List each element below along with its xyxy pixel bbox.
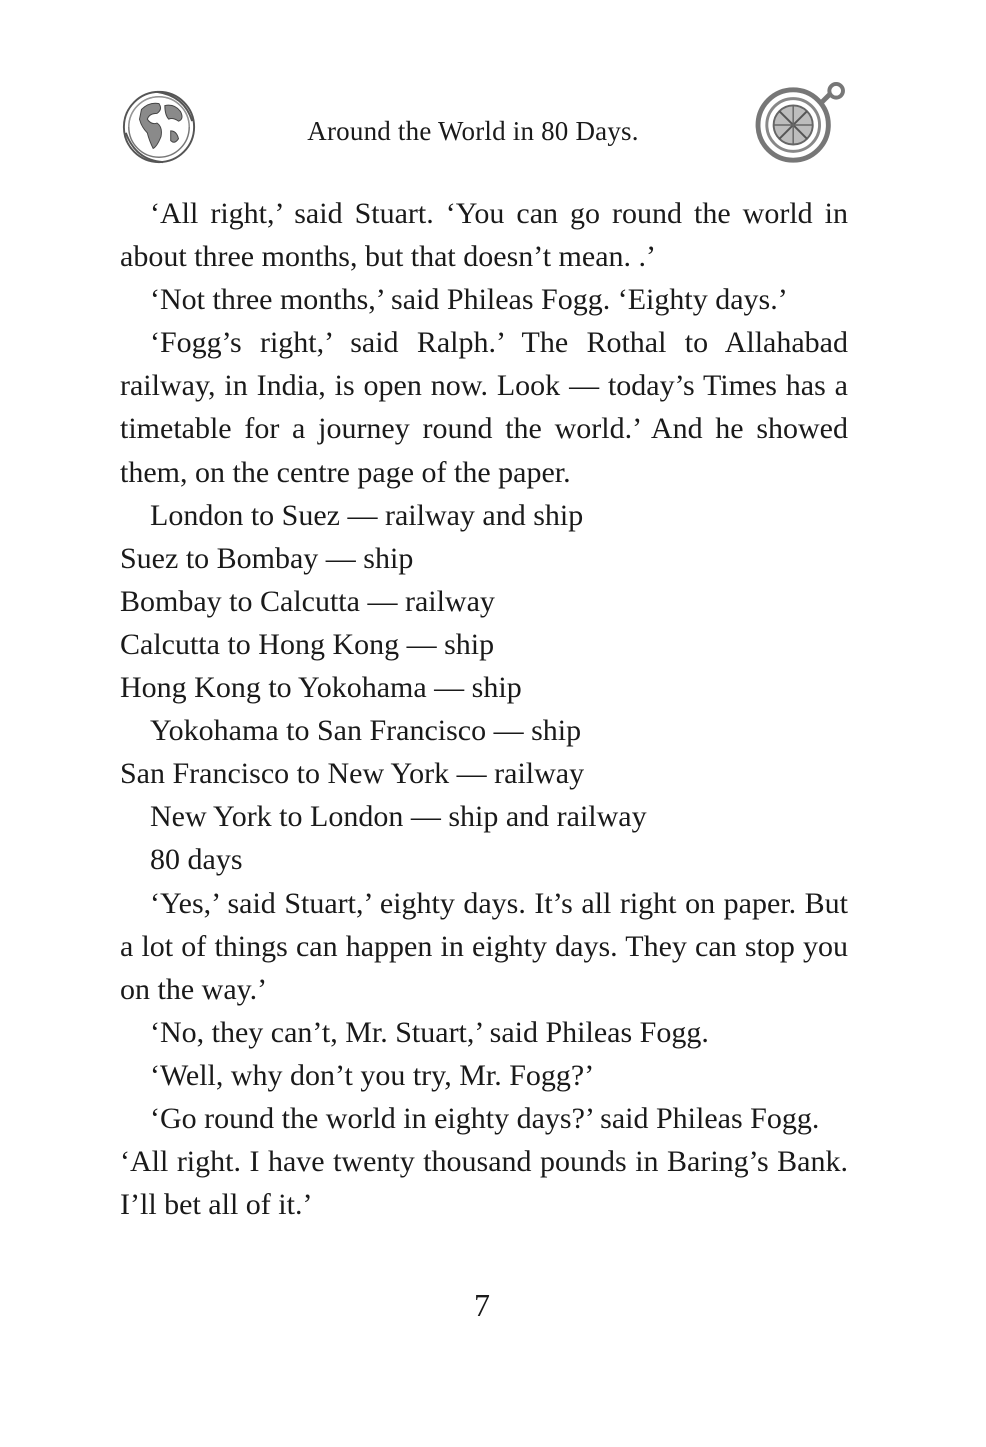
timetable-line: Hong Kong to Yokohama — ship — [120, 671, 522, 705]
timetable-line: Bombay to Calcutta — railway — [120, 584, 495, 618]
paragraph: ‘All right,’ said Stuart. ‘You can go round the world in about three months, but that doesn’t mean. .’ — [120, 197, 848, 274]
page-number: 7 — [474, 1287, 490, 1323]
timetable-line: New York to London — ship and railway — [150, 800, 647, 834]
paragraph: ‘Fogg’s right,’ said Ralph.’ The Rothal to Allahabad railway, in India, is open now. Look — today’s Times has a timetable for a journey round the world.’ And he showed them, on the centre page of the paper. — [120, 326, 848, 489]
timetable-line: Suez to Bombay — ship — [120, 541, 414, 575]
timetable-total: 80 days — [150, 843, 243, 877]
paragraph: ‘Not three months,’ said Phileas Fogg. ‘Eighty days.’ — [150, 283, 788, 317]
page-header — [0, 0, 986, 190]
page-body — [120, 192, 848, 1226]
timetable-line: Yokohama to San Francisco — ship — [150, 714, 582, 748]
timetable — [120, 494, 848, 882]
timetable-line: San Francisco to New York — railway — [120, 757, 585, 791]
paragraph: ‘All right. I have twenty thousand pounds in Baring’s Bank. I’ll bet all of it.’ — [120, 1145, 848, 1222]
compass-icon — [752, 82, 850, 166]
timetable-line: Calcutta to Hong Kong — ship — [120, 627, 495, 661]
paragraph: ‘No, they can’t, Mr. Stuart,’ said Phileas Fogg. — [150, 1015, 709, 1049]
timetable-line: London to Suez — railway and ship — [150, 498, 584, 532]
running-title: Around the World in 80 Days. — [307, 116, 639, 146]
paragraph: ‘Well, why don’t you try, Mr. Fogg?’ — [150, 1058, 595, 1092]
paragraph: ‘Go round the world in eighty days?’ said Phileas Fogg. — [150, 1101, 820, 1135]
paragraph: ‘Yes,’ said Stuart,’ eighty days. It’s all right on paper. But a lot of things can happen in eighty days. They can stop you on the way.’ — [120, 886, 848, 1006]
